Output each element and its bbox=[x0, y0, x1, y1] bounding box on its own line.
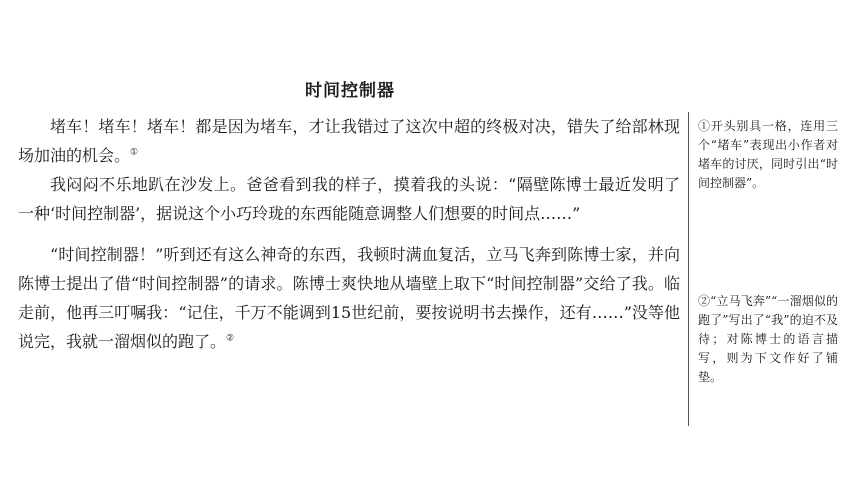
annotation-marker-1: ① bbox=[130, 147, 139, 158]
paragraph-2 bbox=[18, 170, 680, 228]
paragraph-2-text: 我闷闷不乐地趴在沙发上。爸爸看到我的样子，摸着我的头说：“隔壁陈博士最近发明了一种‘时间控制器’，据说这个小巧玲珑的东西能随意调整人们想要的时间点……” bbox=[18, 175, 680, 223]
margin-note-2: ②“立马飞奔”“一溜烟似的跑了”写出了“我”的迫不及待；对陈博士的语言描写，则为下文作好了铺垫。 bbox=[698, 294, 838, 384]
paragraph-1 bbox=[18, 112, 680, 170]
margin-note-1: ①开头别具一格，连用三个“堵车”表现出小作者对堵车的讨厌，同时引出“时间控制器”。 bbox=[698, 119, 838, 190]
paragraph-1-text: 堵车！堵车！堵车！都是因为堵车，才让我错过了这次中超的终极对决，错失了给部林现场加油的机会。 bbox=[18, 117, 680, 165]
paragraph-3 bbox=[18, 240, 680, 356]
margin-divider bbox=[688, 112, 689, 426]
article-title: 时间控制器 bbox=[305, 81, 395, 101]
paragraph-3-text: “时间控制器！”听到还有这么神奇的东西，我顿时满血复活，立马飞奔到陈博士家，并向陈博士提出了借“时间控制器”的请求。陈博士爽快地从墙壁上取下“时间控制器”交给了我。临走前，他再三叮嘱我：“记住，千万不能调到15世纪前，要按说明书去操作，还有……”没等他说完，我就一溜烟似的跑了。 bbox=[18, 245, 680, 351]
annotation-marker-2: ② bbox=[226, 333, 235, 344]
article-body bbox=[18, 112, 680, 356]
